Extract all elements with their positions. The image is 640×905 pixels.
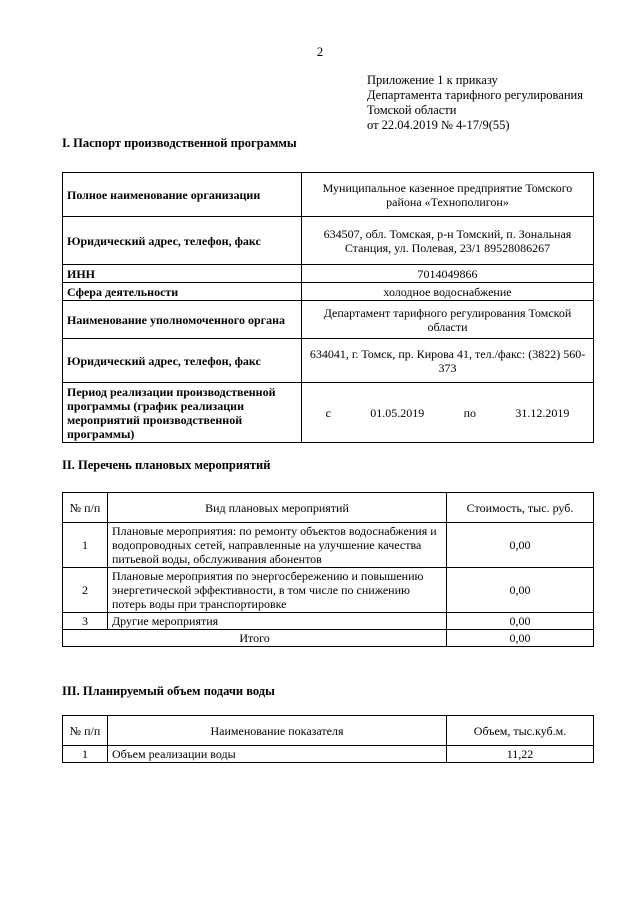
table-row bbox=[63, 613, 594, 630]
section2-title: II. Перечень плановых мероприятий bbox=[62, 458, 271, 472]
table-row bbox=[63, 265, 594, 283]
appendix-note bbox=[367, 73, 583, 133]
row-value: Муниципальное казенное предприятие Томского района «Технополигон» bbox=[302, 173, 594, 217]
row-value: Департамент тарифного регулирования Томской области bbox=[302, 301, 594, 339]
header-name: Наименование показателя bbox=[108, 716, 447, 746]
period-to-word: по bbox=[463, 405, 477, 420]
appendix-line: от 22.04.2019 № 4-17/9(55) bbox=[367, 118, 510, 132]
row-num: 2 bbox=[63, 568, 108, 613]
section1-title: I. Паспорт производственной программы bbox=[62, 136, 297, 150]
header-volume: Объем, тыс.куб.м. bbox=[447, 716, 594, 746]
row-label: Юридический адрес, телефон, факс bbox=[63, 217, 302, 265]
row-cost: 0,00 bbox=[447, 613, 594, 630]
activities-table bbox=[62, 492, 594, 647]
header-num: № п/п bbox=[63, 716, 108, 746]
total-row bbox=[63, 630, 594, 647]
appendix-line: Приложение 1 к приказу bbox=[367, 73, 498, 87]
page-number: 2 bbox=[316, 44, 324, 59]
row-label: Юридический адрес, телефон, факс bbox=[63, 339, 302, 383]
header-type: Вид плановых мероприятий bbox=[108, 493, 447, 523]
row-name: Объем реализации воды bbox=[108, 746, 447, 763]
row-value: холодное водоснабжение bbox=[302, 283, 594, 301]
row-label: Сфера деятельности bbox=[63, 283, 302, 301]
table-row bbox=[63, 523, 594, 568]
row-num: 1 bbox=[63, 746, 108, 763]
row-cost: 0,00 bbox=[447, 568, 594, 613]
table-row bbox=[63, 283, 594, 301]
period-label: Период реализации производственной программы (график реализации мероприятий производственной программы) bbox=[63, 383, 302, 443]
volume-table bbox=[62, 715, 594, 763]
row-label: Наименование уполномоченного органа bbox=[63, 301, 302, 339]
row-label: Полное наименование организации bbox=[63, 173, 302, 217]
row-volume: 11,22 bbox=[447, 746, 594, 763]
row-type: Плановые мероприятия по энергосбережению и повышению энергетической эффективности, в том числе по снижению потерь воды при транспортировке bbox=[108, 568, 447, 613]
row-value: 634041, г. Томск, пр. Кирова 41, тел./факс: (3822) 560-373 bbox=[302, 339, 594, 383]
table-row bbox=[63, 339, 594, 383]
table-row bbox=[63, 301, 594, 339]
section3-title: III. Планируемый объем подачи воды bbox=[62, 684, 275, 698]
period-value bbox=[302, 383, 594, 443]
row-num: 1 bbox=[63, 523, 108, 568]
row-value: 7014049866 bbox=[302, 265, 594, 283]
header-cost: Стоимость, тыс. руб. bbox=[447, 493, 594, 523]
row-num: 3 bbox=[63, 613, 108, 630]
table-row bbox=[63, 568, 594, 613]
passport-table bbox=[62, 172, 594, 443]
table-row bbox=[63, 217, 594, 265]
period-from-word: с bbox=[325, 405, 331, 420]
row-label: ИНН bbox=[63, 265, 302, 283]
table-header-row bbox=[63, 493, 594, 523]
appendix-line: Департамента тарифного регулирования bbox=[367, 88, 583, 102]
table-row bbox=[63, 383, 594, 443]
total-value: 0,00 bbox=[447, 630, 594, 647]
period-from: 01.05.2019 bbox=[370, 405, 425, 420]
row-value: 634507, обл. Томская, р-н Томский, п. Зональная Станция, ул. Полевая, 23/1 89528086267 bbox=[302, 217, 594, 265]
table-row bbox=[63, 746, 594, 763]
row-type: Плановые мероприятия: по ремонту объектов водоснабжения и водопроводных сетей, направленные на улучшение качества питьевой воды, обслуживания абонентов bbox=[108, 523, 447, 568]
header-num: № п/п bbox=[63, 493, 108, 523]
row-cost: 0,00 bbox=[447, 523, 594, 568]
appendix-line: Томской области bbox=[367, 103, 457, 117]
period-to: 31.12.2019 bbox=[515, 405, 570, 420]
row-type: Другие мероприятия bbox=[108, 613, 447, 630]
table-row bbox=[63, 173, 594, 217]
table-header-row bbox=[63, 716, 594, 746]
total-label: Итого bbox=[63, 630, 447, 647]
